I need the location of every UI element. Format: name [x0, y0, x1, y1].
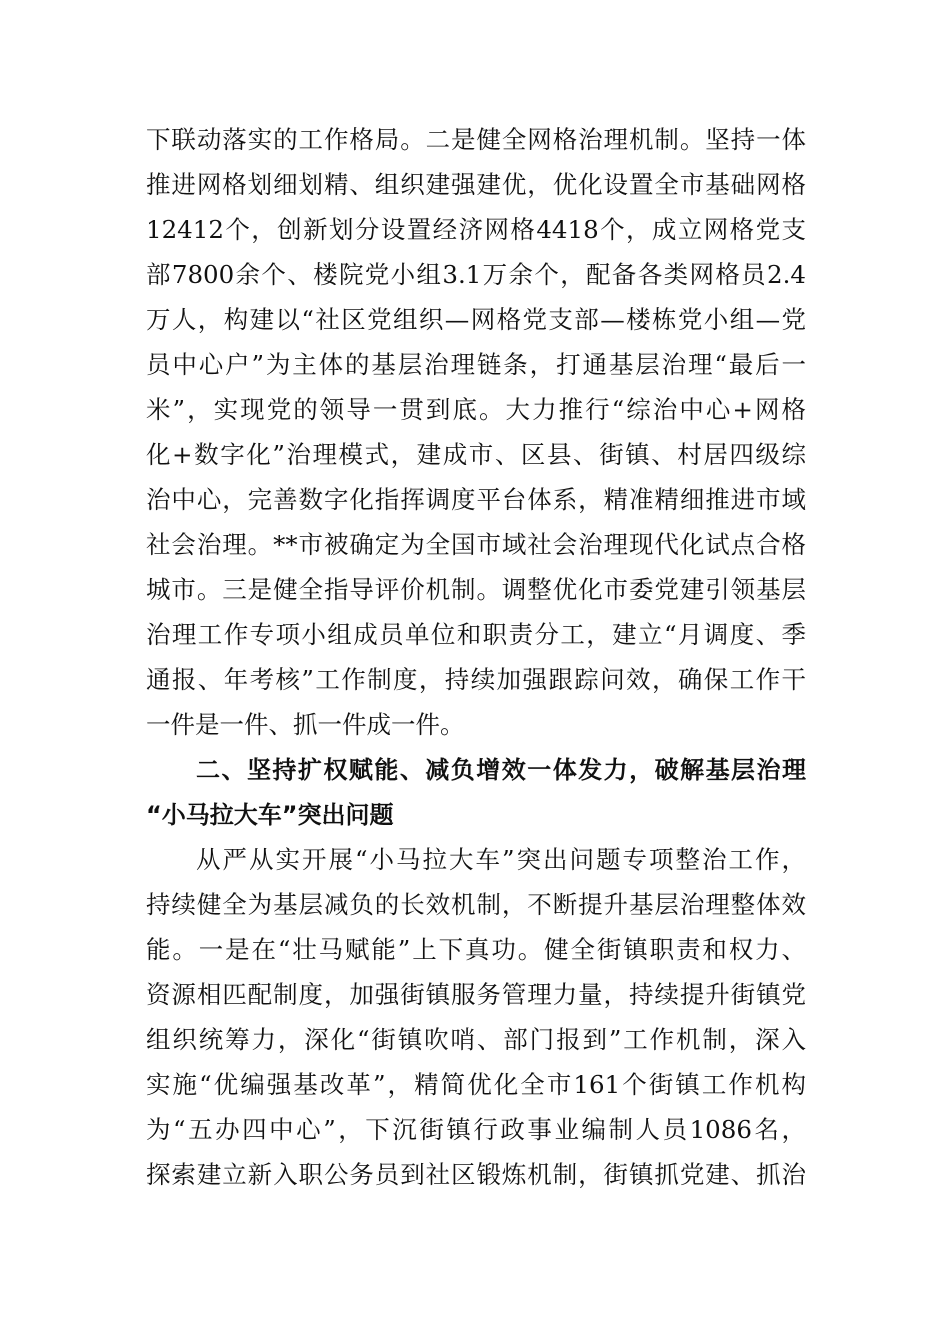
body-text-line: 治理工作专项小组成员单位和职责分工，建立“月调度、季 — [146, 620, 806, 649]
section-heading-continued: “小马拉大车”突出问题 — [146, 801, 394, 829]
body-text-line: 实施“优编强基改革”，精简优化全市161个街镇工作机构 — [146, 1070, 806, 1099]
body-text-line: 持续健全为基层减负的长效机制，不断提升基层治理整体效 — [146, 890, 806, 919]
body-text-line: 从严从实开展“小马拉大车”突出问题专项整治工作， — [196, 845, 806, 874]
body-text-line: 能。一是在“壮马赋能”上下真功。健全街镇职责和权力、 — [146, 935, 806, 964]
body-text-line: 一件是一件、抓一件成一件。 — [146, 710, 465, 739]
section-heading: 二、坚持扩权赋能、减负增效一体发力，破解基层治理 — [196, 756, 806, 784]
body-text-line: 下联动落实的工作格局。二是健全网格治理机制。坚持一体 — [146, 125, 806, 154]
body-text-line: 部7800余个、楼院党小组3.1万余个，配备各类网格员2.4 — [146, 260, 806, 289]
body-text-line: 城市。三是健全指导评价机制。调整优化市委党建引领基层 — [146, 575, 806, 604]
body-text-line: 为“五办四中心”，下沉街镇行政事业编制人员1086名， — [146, 1115, 806, 1144]
body-text-line: 治中心，完善数字化指挥调度平台体系，精准精细推进市域 — [146, 485, 806, 514]
body-text-line: 资源相匹配制度，加强街镇服务管理力量，持续提升街镇党 — [146, 980, 806, 1009]
body-text-line: 米”，实现党的领导一贯到底。大力推行“综治中心+网格 — [146, 395, 806, 424]
body-text-line: 通报、年考核”工作制度，持续加强跟踪问效，确保工作干 — [146, 665, 806, 694]
body-text-line: 探索建立新入职公务员到社区锻炼机制，街镇抓党建、抓治 — [146, 1160, 806, 1189]
body-text-line: 推进网格划细划精、组织建强建优，优化设置全市基础网格 — [146, 170, 806, 199]
body-text-line: 员中心户”为主体的基层治理链条，打通基层治理“最后一 — [146, 350, 806, 379]
body-text-line: 化+数字化”治理模式，建成市、区县、街镇、村居四级综 — [146, 440, 806, 469]
body-text-line: 万人，构建以“社区党组织—网格党支部—楼栋党小组—党 — [146, 305, 806, 334]
body-text-line: 组织统筹力，深化“街镇吹哨、部门报到”工作机制，深入 — [146, 1025, 806, 1054]
body-text-line: 12412个，创新划分设置经济网格4418个，成立网格党支 — [146, 215, 806, 244]
body-text-line: 社会治理。**市被确定为全国市域社会治理现代化试点合格 — [146, 530, 806, 559]
